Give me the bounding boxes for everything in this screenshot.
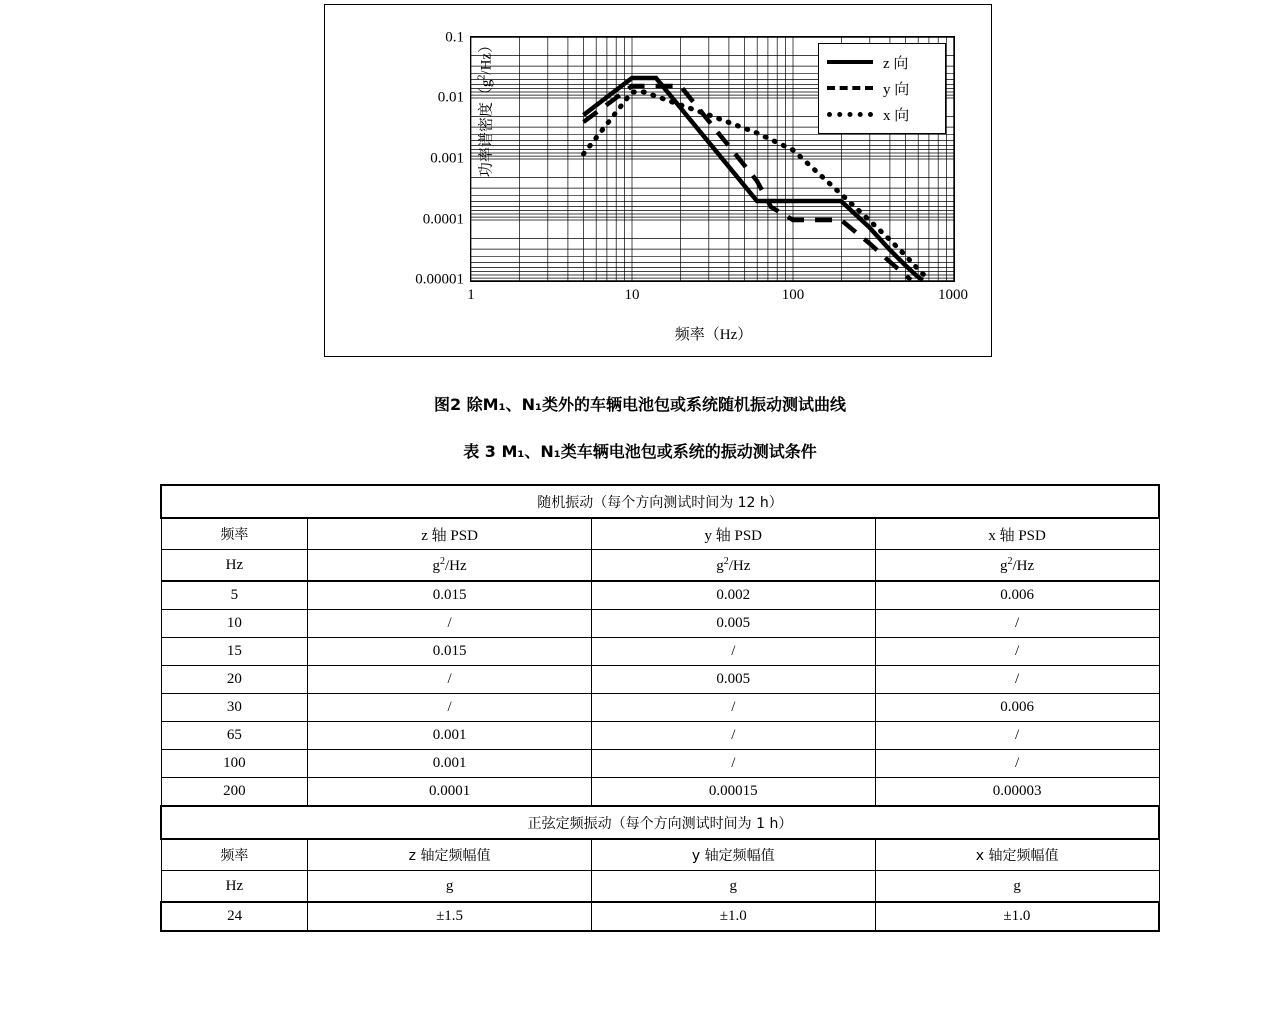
table-row	[161, 722, 1159, 750]
figure-container	[324, 4, 992, 357]
cell-x-psd: /	[875, 666, 1159, 694]
header-x-amplitude-unit: g	[875, 871, 1159, 903]
cell-x-amplitude: ±1.0	[875, 902, 1159, 931]
y-tick-label: 0.001	[430, 150, 464, 167]
figure-caption: 图2 除M₁、N₁类外的车辆电池包或系统随机振动测试曲线	[433, 395, 847, 414]
legend-label-z: z 向	[883, 55, 909, 72]
cell-frequency: 20	[161, 666, 308, 694]
cell-y-psd: /	[591, 638, 875, 666]
header-z-psd-unit: $g^2/Hz$	[308, 550, 592, 582]
header-y-psd-unit: $g^2/Hz$	[591, 550, 875, 582]
table-row	[161, 694, 1159, 722]
cell-x-psd: 0.00003	[875, 778, 1159, 807]
table-header-row-1	[161, 518, 1159, 550]
cell-y-psd: /	[591, 722, 875, 750]
header-y-psd: y 轴 PSD	[591, 518, 875, 550]
y-axis-label: 功率谱密度$(g^2/Hz)$	[476, 37, 495, 178]
table-row	[161, 581, 1159, 610]
x-tick-label: 1000	[938, 287, 968, 303]
cell-z-psd: 0.0001	[308, 778, 592, 807]
chart-legend	[818, 43, 946, 134]
cell-z-psd: 0.001	[308, 750, 592, 778]
table-row	[161, 638, 1159, 666]
cell-z-psd: /	[308, 666, 592, 694]
table-header-row-3	[161, 839, 1159, 871]
cell-frequency: 30	[161, 694, 308, 722]
vibration-test-table	[160, 484, 1160, 932]
cell-z-psd: 0.015	[308, 581, 592, 610]
cell-frequency: 65	[161, 722, 308, 750]
cell-frequency: 5	[161, 581, 308, 610]
cell-z-psd: /	[308, 610, 592, 638]
legend-item-x	[825, 101, 939, 127]
x-tick-label: 1	[467, 287, 475, 303]
cell-y-psd: 0.00015	[591, 778, 875, 807]
table-row	[161, 610, 1159, 638]
y-tick-label: 0.0001	[422, 211, 464, 228]
table-header-row-4	[161, 871, 1159, 903]
table-row	[161, 666, 1159, 694]
table-row	[161, 778, 1159, 807]
cell-z-psd: 0.001	[308, 722, 592, 750]
header-frequency: 频率	[161, 518, 308, 550]
table-band-row-sine	[161, 806, 1159, 839]
header-frequency-unit-sine: Hz	[161, 871, 308, 903]
header-y-amplitude-unit: g	[591, 871, 875, 903]
cell-frequency: 10	[161, 610, 308, 638]
y-tick-label: 0.00001	[415, 271, 464, 288]
sine-vibration-band-label: 正弦定频振动（每个方向测试时间为 1 h）	[161, 806, 1159, 839]
table-row	[161, 902, 1159, 931]
header-x-psd-unit: $g^2/Hz$	[875, 550, 1159, 582]
legend-label-x: x 向	[883, 107, 910, 124]
header-x-amplitude: x 轴定频幅值	[875, 839, 1159, 871]
vibration-test-table-wrap	[160, 484, 1160, 932]
cell-x-psd: /	[875, 610, 1159, 638]
cell-x-psd: /	[875, 722, 1159, 750]
cell-frequency: 100	[161, 750, 308, 778]
header-frequency-unit: Hz	[161, 550, 308, 582]
header-z-amplitude-unit: g	[308, 871, 592, 903]
cell-x-psd: 0.006	[875, 581, 1159, 610]
random-vibration-band-label: 随机振动（每个方向测试时间为 12 h）	[161, 485, 1159, 518]
table-row	[161, 750, 1159, 778]
cell-x-psd: /	[875, 750, 1159, 778]
legend-item-y	[825, 75, 939, 101]
cell-y-psd: /	[591, 750, 875, 778]
legend-swatch-solid	[827, 60, 873, 64]
table-caption: 表 3 M₁、N₁类车辆电池包或系统的振动测试条件	[463, 442, 817, 461]
legend-label-y: y 向	[883, 81, 910, 98]
cell-frequency: 200	[161, 778, 308, 807]
cell-frequency: 15	[161, 638, 308, 666]
cell-x-psd: 0.006	[875, 694, 1159, 722]
cell-z-psd: 0.015	[308, 638, 592, 666]
cell-y-psd: 0.005	[591, 610, 875, 638]
header-z-amplitude: z 轴定频幅值	[308, 839, 592, 871]
legend-swatch-dashed	[827, 86, 873, 90]
cell-y-amplitude: ±1.0	[591, 902, 875, 931]
x-axis-label: 频率（Hz）	[674, 327, 753, 343]
x-tick-label: 10	[624, 287, 640, 303]
y-tick-label: 0.1	[445, 29, 464, 45]
cell-y-psd: 0.005	[591, 666, 875, 694]
header-z-psd: z 轴 PSD	[308, 518, 592, 550]
y-tick-label: 0.01	[437, 89, 464, 106]
header-y-amplitude: y 轴定频幅值	[591, 839, 875, 871]
legend-swatch-dotted	[827, 112, 873, 117]
table-header-row-2	[161, 550, 1159, 582]
cell-z-amplitude: ±1.5	[308, 902, 592, 931]
header-frequency-sine: 频率	[161, 839, 308, 871]
header-x-psd: x 轴 PSD	[875, 518, 1159, 550]
cell-y-psd: 0.002	[591, 581, 875, 610]
cell-z-psd: /	[308, 694, 592, 722]
cell-x-psd: /	[875, 638, 1159, 666]
chart-plot-area	[415, 29, 968, 343]
cell-frequency-sine: 24	[161, 902, 308, 931]
table-band-row-random	[161, 485, 1159, 518]
x-tick-label: 100	[781, 287, 805, 303]
cell-y-psd: /	[591, 694, 875, 722]
legend-item-z	[825, 49, 939, 75]
